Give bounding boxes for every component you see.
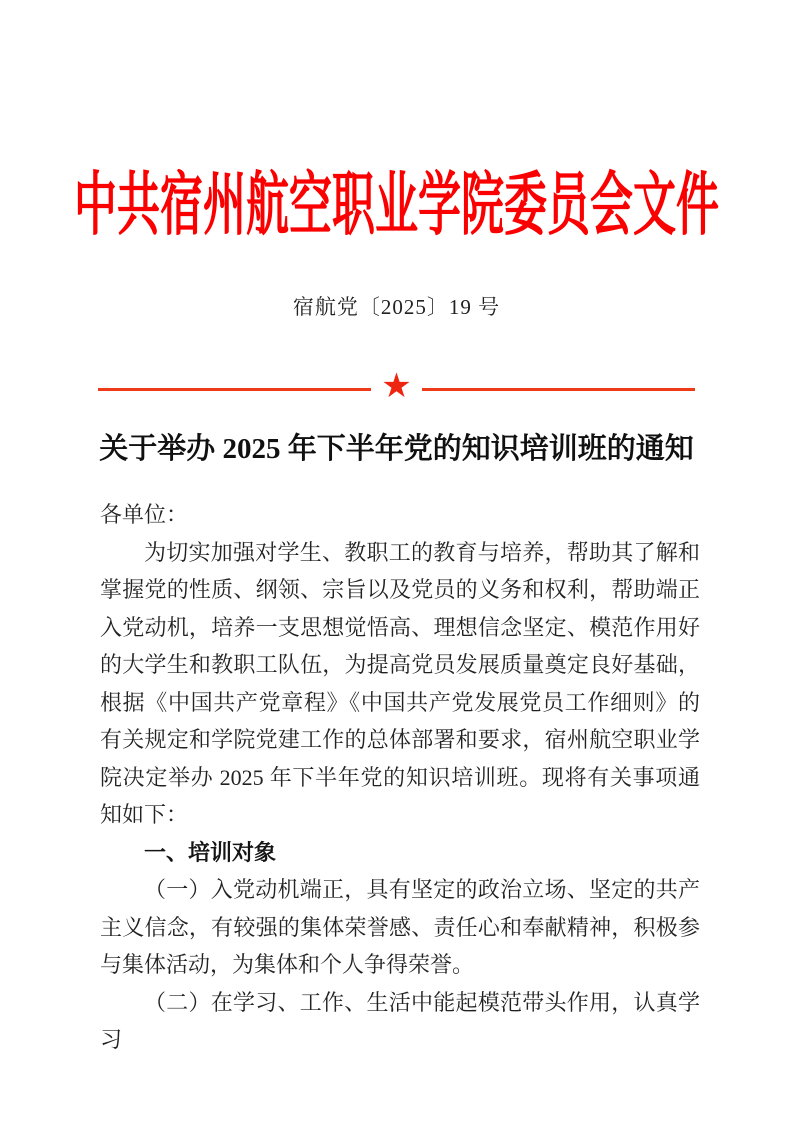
- red-divider: [98, 368, 695, 406]
- red-header-org-title: 中共宿州航空职业学院委员会文件: [74, 168, 719, 244]
- salutation: 各单位：: [100, 502, 189, 527]
- intro-paragraph: 为切实加强对学生、教职工的教育与培养，帮助其了解和掌握党的性质、纲领、宗旨以及党员的义务和权利，帮助端正入党动机，培养一支思想觉悟高、理想信念坚定、模范作用好的大学生和教职工队伍，为提高党员发展质量奠定良好基础，根据《中国共产党章程》《中国共产党发展党员工作细则》的有关规定和学院党建工作的总体部署和要求，宿州航空职业学院决定举办 2025 年下半年党的知识培训班。现将有关事项通知如下：: [100, 539, 700, 827]
- divider-right-rule: [422, 388, 695, 391]
- section-heading-training-targets: 一、培训对象: [144, 839, 277, 865]
- divider-left-rule: [98, 388, 371, 391]
- document-title: 关于举办 2025 年下半年党的知识培训班的通知: [99, 433, 694, 465]
- star-icon: ★: [381, 368, 412, 405]
- document-number: 宿航党〔2025〕19 号: [292, 295, 501, 319]
- section-item-2: （二）在学习、工作、生活中能起模范带头作用，认真学习: [100, 989, 700, 1052]
- document-body: [100, 496, 700, 1059]
- section-item-1: （一）入党动机端正，具有坚定的政治立场、坚定的共产主义信念，有较强的集体荣誉感、责任心和奉献精神，积极参与集体活动，为集体和个人争得荣誉。: [100, 877, 700, 977]
